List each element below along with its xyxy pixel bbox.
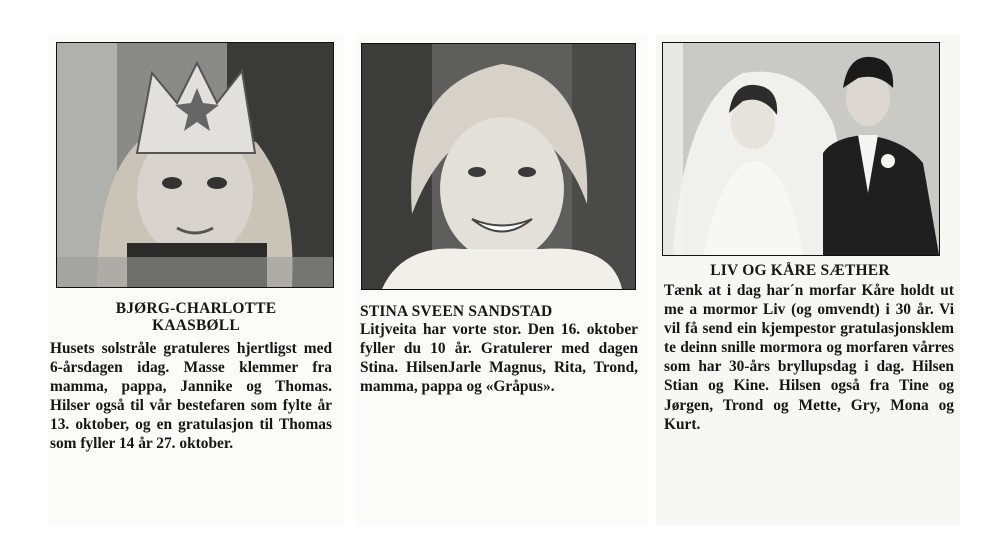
photo-wedding-couple xyxy=(662,42,940,256)
announcement-name: LIV OG KÅRE SÆTHER xyxy=(710,262,890,279)
announcement-text: Litjveita har vorte stor. Den 16. oktober fyller du 10 år. Gratulerer med dagen Stina. HilsenJarle Magnus, Rita, Trond, mamma, pappa og «Gråpus». xyxy=(360,321,638,396)
announcement-name: STINA SVEEN SANDSTAD xyxy=(360,303,553,320)
photo-smiling-girl xyxy=(361,43,636,290)
announcement-bjorg-charlotte xyxy=(48,34,344,525)
photo-girl-with-crown xyxy=(56,42,334,288)
announcement-text: Husets solstråle gratuleres hjertligst med 6-årsdagen idag. Masse klemmer fra mamma, pappa, Jannike og Thomas. Hilser også til vår bestefaren som fylte år 13. oktober, og en gratulasjon til Thomas som fyller 14 år 27. oktober. xyxy=(50,340,332,453)
announcement-name xyxy=(48,300,344,334)
name-line-2: KAASBØLL xyxy=(152,317,240,334)
announcement-liv-og-kare xyxy=(656,34,960,525)
announcement-text: Tænk at i dag har´n morfar Kåre holdt ut me a mormor Liv (og omvendt) i 30 år. Vi vil få send ein kjempestor gratulasjonsklem te deinn snille mormora og morfaren vårres som har 30-års bryllupsdag i dag. Hilsen Stian og Kine. Hilsen også fra Tine og Jørgen, Trond og Mette, Gry, Mona og Kurt. xyxy=(664,282,954,433)
name-line-1: BJØRG-CHARLOTTE xyxy=(115,300,277,317)
announcement-stina xyxy=(356,34,648,525)
